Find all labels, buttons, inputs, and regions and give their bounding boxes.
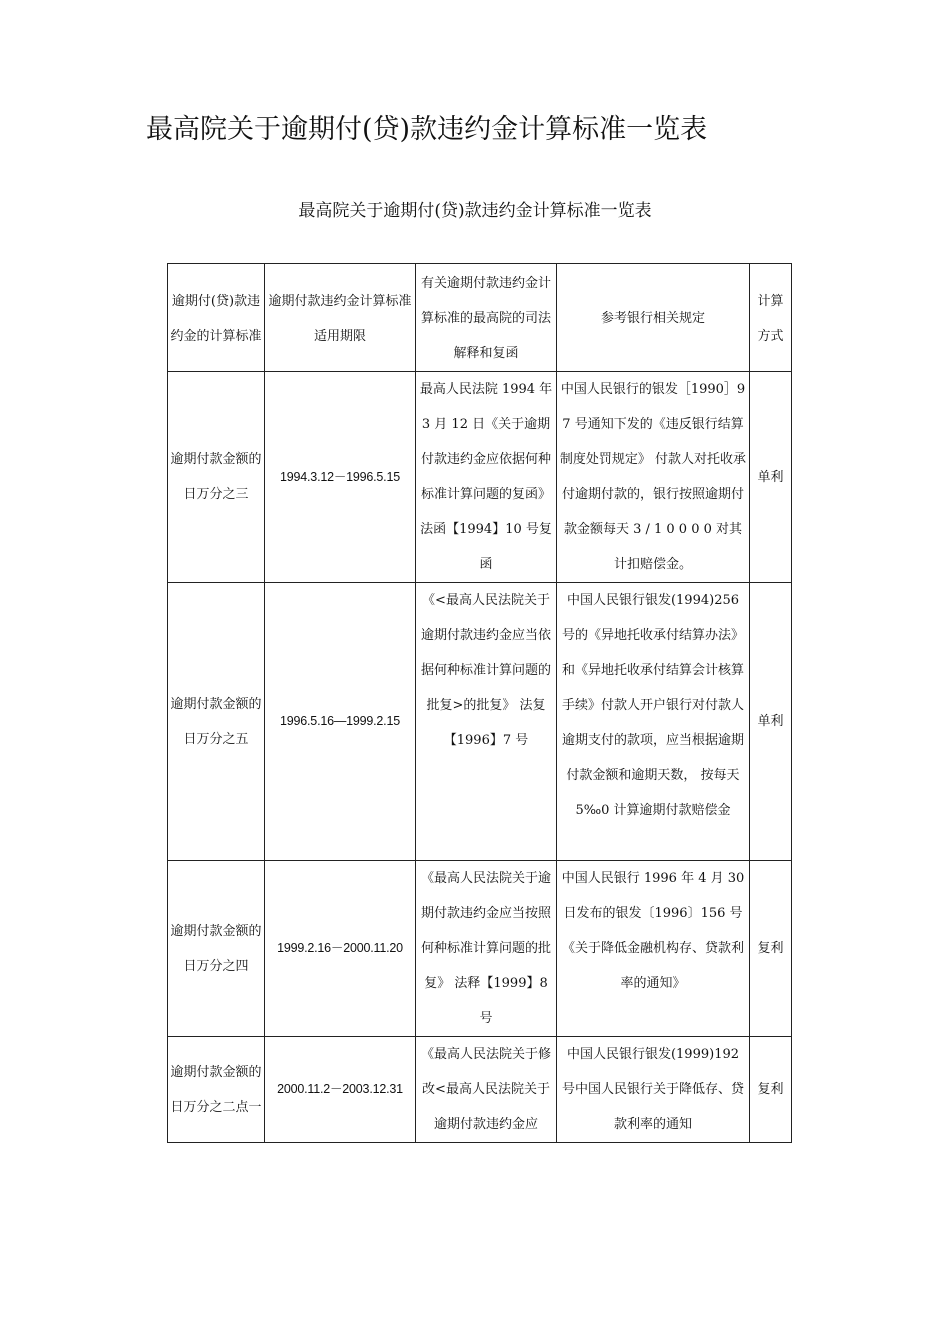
cell-bank-rule: 中国人民银行的银发［1990］97 号通知下发的《违反银行结算制度处罚规定》 付款人对托收承付逾期付款的，银行按照逾期付款金额每天 3 / 1 0 0 0 0 对其计扣赔偿金。 bbox=[557, 372, 750, 583]
cell-bank-rule: 中国人民银行银发(1999)192 号中国人民银行关于降低存、贷款利率的通知 bbox=[557, 1037, 750, 1143]
cell-standard: 逾期付款金额的日万分之四 bbox=[168, 861, 265, 1037]
table-row bbox=[168, 861, 792, 1037]
cell-period bbox=[265, 372, 416, 583]
period-text: 1996.5.16—1999.2.15 bbox=[280, 714, 400, 728]
document-subtitle: 最高院关于逾期付(贷)款违约金计算标准一览表 bbox=[298, 201, 652, 221]
cell-interpretation: 《最高人民法院关于逾期付款违约金应当按照何种标准计算问题的批复》 法释【1999】8 号 bbox=[416, 861, 557, 1037]
cell-interpretation: 《<最高人民法院关于逾期付款违约金应当依据何种标准计算问题的批复>的批复》 法复【1996】7 号 bbox=[416, 583, 557, 861]
cell-bank-rule: 中国人民银行 1996 年 4 月 30 日发布的银发〔1996〕156 号《关于降低金融机构存、贷款利率的通知》 bbox=[557, 861, 750, 1037]
table-row bbox=[168, 583, 792, 861]
cell-method: 复利 bbox=[750, 861, 792, 1037]
table-header-row bbox=[168, 264, 792, 372]
header-standard: 逾期付(贷)款违约金的计算标准 bbox=[168, 264, 265, 372]
cell-interpretation: 《最高人民法院关于修改<最高人民法院关于逾期付款违约金应 bbox=[416, 1037, 557, 1143]
period-text: 1999.2.16－2000.11.20 bbox=[277, 941, 403, 955]
period-text: 1994.3.12－1996.5.15 bbox=[280, 469, 400, 484]
cell-standard: 逾期付款金额的日万分之五 bbox=[168, 583, 265, 861]
cell-method: 单利 bbox=[750, 372, 792, 583]
table-row bbox=[168, 372, 792, 583]
cell-period bbox=[265, 1037, 416, 1143]
document-title: 最高院关于逾期付(贷)款违约金计算标准一览表 bbox=[146, 114, 708, 145]
cell-bank-rule: 中国人民银行银发(1994)256 号的《异地托收承付结算办法》和《异地托收承付结算会计核算手续》付款人开户银行对付款人逾期支付的款项，应当根据逾期付款金额和逾期天数， 按每天 5‰0 计算逾期付款赔偿金 bbox=[557, 583, 750, 861]
penalty-standards-table bbox=[167, 263, 792, 1143]
header-period: 逾期付款违约金计算标准适用期限 bbox=[265, 264, 416, 372]
cell-period bbox=[265, 861, 416, 1037]
header-method: 计算方式 bbox=[750, 264, 792, 372]
cell-interpretation: 最高人民法院 1994 年 3 月 12 日《关于逾期付款违约金应依据何种标准计算问题的复函》法函【1994】10 号复函 bbox=[416, 372, 557, 583]
header-bank-rule: 参考银行相关规定 bbox=[557, 264, 750, 372]
header-interpretation: 有关逾期付款违约金计算标准的最高院的司法解释和复函 bbox=[416, 264, 557, 372]
cell-method: 单利 bbox=[750, 583, 792, 861]
cell-period bbox=[265, 583, 416, 861]
cell-standard: 逾期付款金额的日万分之三 bbox=[168, 372, 265, 583]
cell-method: 复利 bbox=[750, 1037, 792, 1143]
cell-standard: 逾期付款金额的日万分之二点一 bbox=[168, 1037, 265, 1143]
period-text: 2000.11.2－2003.12.31 bbox=[277, 1082, 403, 1096]
table-row bbox=[168, 1037, 792, 1143]
